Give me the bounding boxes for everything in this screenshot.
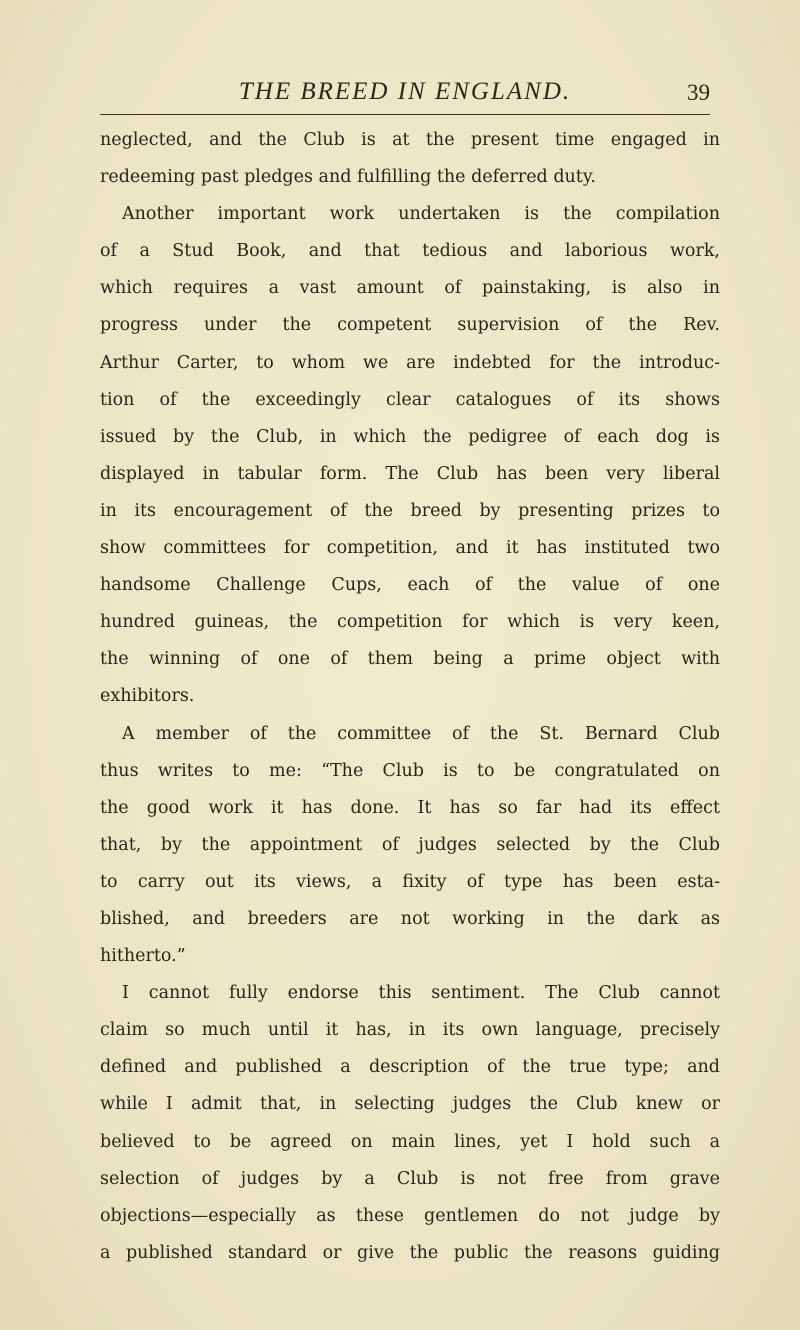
text-line: handsome Challenge Cups, each of the value of one (100, 575, 720, 596)
text-line: Arthur Carter, to whom we are indebted for the introduc- (100, 352, 720, 373)
text-line: that, by the appointment of judges selected by the Club (100, 834, 720, 855)
text-line: issued by the Club, in which the pedigree of each dog is (100, 426, 720, 447)
text-line: blished, and breeders are not working in the dark as (100, 908, 720, 929)
text-line: a published standard or give the public the reasons guiding (100, 1242, 720, 1263)
text-line: hundred guineas, the competition for which is very keen, (100, 612, 720, 633)
text-line: I cannot fully endorse this sentiment. The Club cannot (122, 983, 720, 1004)
text-line: progress under the competent supervision of the Rev. (100, 315, 720, 336)
text-line: of a Stud Book, and that tedious and laborious work, (100, 241, 720, 262)
text-line: while I admit that, in selecting judges the Club knew or (100, 1094, 720, 1115)
text-line: defined and published a description of the true type; and (100, 1057, 720, 1078)
text-line: show committees for competition, and it has instituted two (100, 538, 720, 559)
body-text (100, 122, 720, 1272)
header-rule (100, 114, 710, 115)
text-line: Another important work undertaken is the compilation (122, 204, 720, 225)
text-line: displayed in tabular form. The Club has been very liberal (100, 463, 720, 484)
text-line: A member of the committee of the St. Bernard Club (122, 723, 720, 744)
text-line: which requires a vast amount of painstaking, is also in (100, 278, 720, 299)
running-title: THE BREED IN ENGLAND. (238, 78, 572, 105)
text-line: the winning of one of them being a prime object with (100, 649, 720, 670)
text-line: thus writes to me: “The Club is to be congratulated on (100, 760, 720, 781)
text-line: the good work it has done. It has so far had its effect (100, 797, 720, 818)
text-line: claim so much until it has, in its own language, precisely (100, 1020, 720, 1041)
running-head (100, 78, 710, 118)
text-line: exhibitors. (100, 686, 195, 707)
text-line: objections—especially as these gentlemen do not judge by (100, 1205, 720, 1226)
text-line: to carry out its views, a fixity of type has been esta- (100, 871, 720, 892)
text-line: redeeming past pledges and fulfilling the deferred duty. (100, 167, 596, 188)
text-line: in its encouragement of the breed by presenting prizes to (100, 500, 720, 521)
text-line: believed to be agreed on main lines, yet I hold such a (100, 1131, 720, 1152)
text-line: selection of judges by a Club is not free from grave (100, 1168, 720, 1189)
text-line: hitherto.” (100, 946, 186, 967)
text-line: neglected, and the Club is at the present time engaged in (100, 130, 720, 150)
text-line: tion of the exceedingly clear catalogues of its shows (100, 389, 720, 410)
page-number: 39 (687, 80, 710, 105)
